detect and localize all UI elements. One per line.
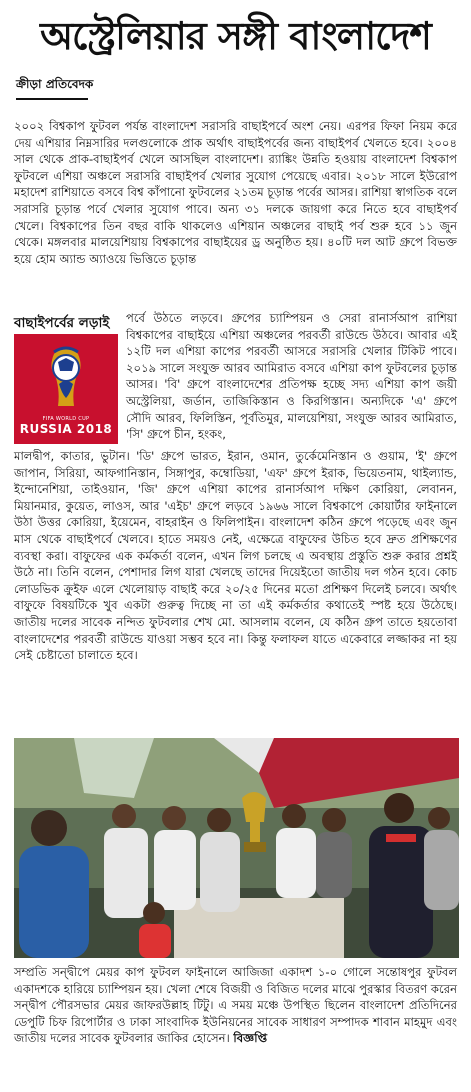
- poster-small-text: FIFA WORLD CUP: [42, 416, 90, 422]
- caption-credit: বিজ্ঞপ্তি: [233, 1031, 268, 1046]
- side-label: বাছাইপর্বের লড়াই: [14, 315, 110, 331]
- caption-text: সম্প্রতি সন্দ্বীপে মেয়র কাপ ফুটবল ফাইনালে আজিজা একাদশ ১-০ গোলে সন্তোষপুর ফুটবল একাদশকে হারিয়ে চ্যাম্পিয়ন হয়। খেলা শেষে বিজয়ী ও বিজিত দলের মাঝে পুরস্কার বিতরণ করেন সন্দ্বীপ পৌরসভার মেয়র জাফরউল্লাহ টিটু। এ সময় মঞ্চে উপস্থিত ছিলেন বাংলাদেশ প্রতিদিনের ডেপুটি চিফ রিপোর্টার ও ঢাকা সাংবাদিক ইউনিয়নের সাবেক সাধারণ সম্পাদক শাবান মাহমুদ এবং জাতীয় দলের সাবেক ফুটবলার জাকির হোসেন।: [14, 965, 457, 1046]
- caption-paragraph: [14, 964, 457, 1047]
- photo-illustration: [14, 738, 459, 958]
- world-cup-poster: [14, 334, 118, 444]
- byline: ক্রীড়া প্রতিবেদক: [16, 77, 94, 91]
- article-paragraph-3: মালদ্বীপ, কাতার, ভুটান। 'ডি' গ্রুপে ভারত, ইরান, ওমান, তুর্কেমেনিস্তান ও গুয়াম, 'ই' গ্রুপে জাপান, সিরিয়া, আফগানিস্তান, সিঙ্গাপুর, কম্বোডিয়া, 'এফ' গ্রুপে ইরাক, ভিয়েতনাম, থাইল্যান্ড, ইন্দোনেশিয়া, তাইওয়ান, 'জি' গ্রুপে এশিয়া কাপের রানার্সআপ দক্ষিণ কোরিয়া, লেবানন, মিয়ানমার, কুয়েত, লাওস, আর 'এইচ' গ্রুপে লড়বে ১৯৬৬ সালে বিশ্বকাপে কোয়ার্টার ফাইনালে উঠা উত্তর কোরিয়া, ইয়েমেন, বাহরাইন ও ফিলিপাইন। বাংলাদেশ কঠিন গ্রুপে পড়েছে এবং জুন মাস থেকে বাছাইপর্বে খেলবে। হাতে সময়ও নেই, এক্ষেত্রে বাফুফের উচিত হবে দ্রুত প্রশিক্ষণের ব্যবস্থা করা। বাফুফের এক কর্মকর্তা বলেন, এখন লিগ চলছে এ অবস্থায় প্রস্তুতি শুরু করার প্রশ্নই উঠে না। তিনি বলেন, পেশাদার লিগ যারা খেলছে তাদের দিয়েইতো জাতীয় দল গঠন হবে। কোচ লোডভিক ক্রুইফ এলে খেলোয়াড় বাছাই করে ২০/২৫ দিনের মতো প্রশিক্ষণ দিলেই চলবে। অর্থাৎ বাফুফে বিষয়টিকে খুব একটা গুরুত্ব দিচ্ছে না তা এই কর্মকর্তার কথাতেই স্পষ্ট হয়ে উঠেছে। জাতীয় দলের সাবেক নন্দিত ফুটবলার শেখ মো. আসলাম বলেন, যে কঠিন গ্রুপ তাতে হয়তোবা বাংলাদেশের পরবর্তী রাউন্ডে যাওয়া সম্ভব হবে না। কিন্তু ফলাফল যাতে একেবারে লজ্জাকর না হয় সেই চেষ্টাতো চালাতে হবে।: [14, 449, 457, 663]
- article-paragraph-2: পর্বে উঠতে লড়বে। গ্রুপের চ্যাম্পিয়ন ও সেরা রানার্সআপ রাশিয়া বিশ্বকাপের বাছাইয়ে এশিয়া অঞ্চলের পরবর্তী রাউন্ডে উঠবে। আবার এই ১২টি দল এশিয়া কাপের পরবর্তী আসরে সরাসরি খেলার টিকিট পাবে। ২০১৯ সালে সংযুক্ত আরব আমিরাত বসবে এশিয়া কাপ ফুটবলের চূড়ান্ত আসর। 'বি' গ্রুপে বাংলাদেশের প্রতিপক্ষ হচ্ছে সদ্য এশিয়া কাপ জয়ী অস্ট্রেলিয়া, জর্ডান, তাজিকিস্তান ও কিরগিস্তান। অন্যদিকে 'এ' গ্রুপে সৌদি আরব, ফিলিস্তিন, পূর্বতিমুর, মালয়েশিয়া, সংযুক্ত আরব আমিরাত, 'সি' গ্রুপে চীন, হংকং,: [126, 311, 457, 442]
- byline-underline: [16, 98, 88, 100]
- headline: অস্ট্রেলিয়ার সঙ্গী বাংলাদেশ: [40, 14, 431, 58]
- article-body-rest: [14, 448, 457, 664]
- photo-caption: [14, 964, 457, 1047]
- article-paragraph-1: ২০০২ বিশ্বকাপ ফুটবল পর্যন্ত বাংলাদেশ সরাসরি বাছাইপর্বে অংশ নেয়। এরপর ফিফা নিয়ম করে দেয় এশিয়ার নিম্নসারির দলগুলোকে প্রাক অর্থাৎ বাছাইপর্বের জন্য বাছাইপর্ব খেলতে হবে। ২০০৪ সাল থেকে প্রাক-বাছাইপর্ব খেলে আসছিল বাংলাদেশ। র‌্যাঙ্কিং উন্নতি হওয়ায় বাংলাদেশ বিশ্বকাপ ফুটবলে এশিয়া অঞ্চলে সরাসরি বাছাইপর্ব খেলার সুযোগ পেয়েছে এবার। ২০১৮ সালে ইউরোপ মহাদেশ রাশিয়াতে বসবে বিশ্ব কাঁপানো ফুটবলের ২১তম চূড়ান্ত পর্বের আসর। রাশিয়া স্বাগতিক বলে সরাসরি চূড়ান্ত পর্বে খেলার সুযোগ পাবে। অন্য ৩১ দলকে জায়গা করে নিতে হবে বাছাইপর্ব খেলে। বিশ্বকাপের তিন বছর বাকি থাকলেও এশিয়ান অঞ্চলের বাছাই পর্ব শুরু হবে ১১ জুন থেকে। মঙ্গলবার মালয়েশিয়ায় বিশ্বকাপের বাছাইয়ের ড্র অনুষ্ঠিত হয়। ৪০টি দল আট গ্রুপে বিভক্ত হয়ে হোম অ্যান্ড অ্যাওয়ে ভিত্তিতে চূড়ান্ত: [14, 119, 457, 266]
- award-ceremony-photo: [14, 738, 459, 958]
- article-body-side: [126, 310, 457, 443]
- poster-caption: [14, 416, 118, 436]
- article-body-top: [14, 118, 457, 267]
- poster-big-text: RUSSIA 2018: [19, 422, 113, 436]
